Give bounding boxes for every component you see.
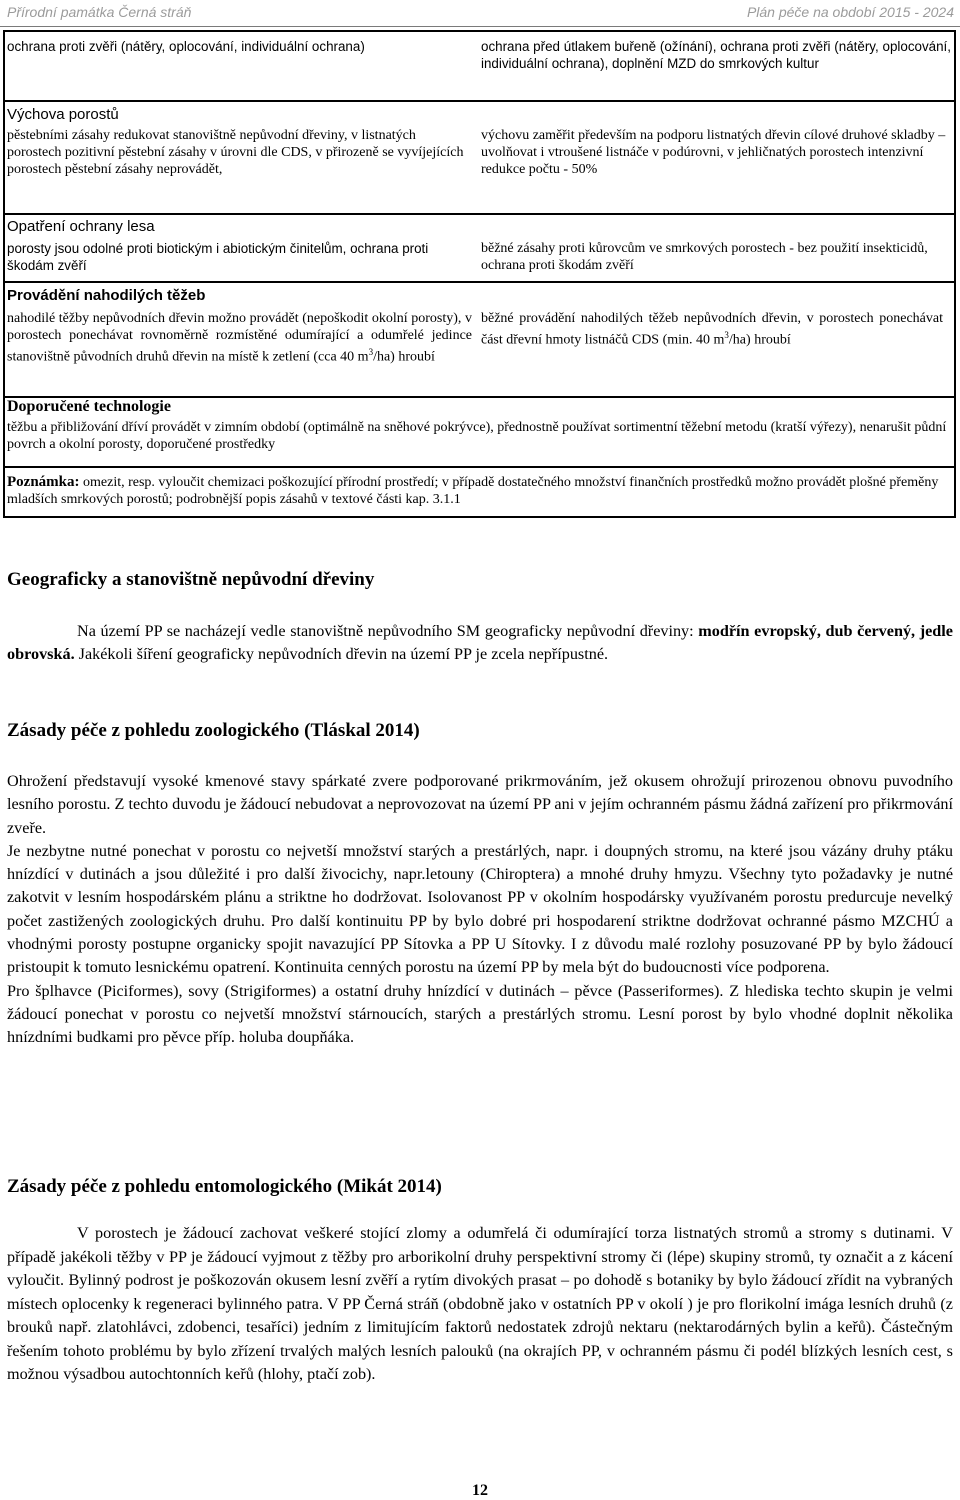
zoo-paragraph-2: Je nezbytne nutné ponechat v porostu co nejvetší množství starých a prestárlých, napr. i doupných stromu, na které jsou vázány druhy ptáku hnízdící v dutinách a jsou důležité i pro další živocichy, napr.letouny (Chiroptera) a mnohé druhy hmyzu. Všechny tyto požadavky je nutné zakotvit v lesním hospodárském plánu a striktne ho dodržovat. Isolovanost PP v okolním hospodársky využívaném porostu predurcuje nevelký počet zastižených zoologických druhu. Pro další kontinuitu PP by bylo dobré pri hospodarení striktne dodržovat ochranné pásmo MZCHÚ a vhodnými porosty postupne organicky spojit navazující PP Sítovka a PP U Sítovky. I z důvodu malé rozlohy posuzované PP by bylo žádoucí pristoupit k tomuto lesnickému opatrení. Kontinuita cenných porostu na území PP by mela být do budoucnosti více podporena. bbox=[7, 841, 953, 977]
table-divider bbox=[3, 281, 956, 283]
heading-entomological: Zásady péče z pohledu entomologického (Mikát 2014) bbox=[7, 1176, 442, 1197]
vychova-right-text: výchovu zaměřit především na podporu listnatých dřevin cílové druhové skladby – uvolňovat i vtroušené listnáče v podúrovni, v jehličnatých porostech intenzivní redukce počtu - 50% bbox=[481, 128, 946, 177]
note-text: Poznámka: omezit, resp. vyloučit chemizaci poškozující přírodní prostředí; v případě dostatečného množství finančních prostředků možno provádět plošné přeměny mladších smrkových porostů; podrobnější popis zásahů v textové části kap. 3.1.1 bbox=[7, 474, 939, 507]
heading-geographic: Geograficky a stanovištně nepůvodní dřeviny bbox=[7, 569, 375, 590]
technologie-text: těžbu a přibližování dříví provádět v zimním období (optimálně na sněhové pokrývce), přednostně používat sortimentní těžební metodu (kratší výřezy), nenarušit půdní povrch a okolní porosty, doporučené prostředky bbox=[7, 420, 947, 452]
zoo-paragraph-3: Pro šplhavce (Piciformes), sovy (Strigiformes) a ostatní druhy hnízdící v dutinách – pěvce (Passeriformes). Z hlediska techto skupin je velmi žádoucí ponechat v porostu co nejvetší množství stárnoucích, starých a prestárlých stromu. Lesní porost by bylo vhodné doplnit několika hnízdními budkami pro pěvce příp. holuba doupňáka. bbox=[7, 981, 953, 1047]
section-heading-opatreni: Opatření ochrany lesa bbox=[7, 218, 155, 235]
nahodile-left-text: nahodilé těžby nepůvodních dřevin možno provádět (nepoškodit okolní porosty), v porostech ponechávat rovnoměrně rozmístěné odumírající a odumřelé jedince stanovištně původních druhů dřevin na místě k zetlení (cca 40 $m^3/ha$) hroubí bbox=[7, 311, 472, 365]
heading-zoological: Zásady péče z pohledu zoologického (Tláskal 2014) bbox=[7, 720, 420, 741]
zoological-paragraphs bbox=[7, 770, 953, 1050]
zoo-paragraph-1: Ohrožení představují vysoké kmenové stavy spárkaté zvere podporované prikrmováním, jež okusem ohrožují prirozenou obnovu puvodního lesního porostu. Z techto duvodu je žádoucí nebudovat a neprovozovat na území PP ani v jejím ochranném pásmu žádná zařízení pro přikrmování zveře. bbox=[7, 772, 953, 837]
opatreni-right-text: běžné zásahy proti kůrovcům ve smrkových porostech - bez použití insekticidů, ochrana proti škodám zvěří bbox=[481, 241, 928, 273]
opatreni-left-text: porosty jsou odolné proti biotickým i abiotickým činitelům, ochrana proti škodám zvěří bbox=[7, 241, 429, 273]
section-heading-nahodile: Provádění nahodilých těžeb bbox=[7, 287, 206, 304]
section-heading-vychova: Výchova porostů bbox=[7, 106, 119, 123]
header-rule bbox=[0, 26, 960, 27]
vychova-left-text: pěstebními zásahy redukovat stanovištně nepůvodní dřeviny, v listnatých porostech pozitivní pěstební zásahy v úrovni dle CDS, v přirozeně se vyvíjejících porostech pěstební zásahy neprovádět, bbox=[7, 128, 464, 177]
nahodile-right-text: běžné provádění nahodilých těžeb nepůvodních dřevin, v porostech ponechávat část dřevní hmoty listnáčů CDS (min. 40 $m^3/ha$) hroubí bbox=[481, 311, 943, 348]
row1-right-text: ochrana před útlakem buřeně (ožínání), ochrana proti zvěři (nátěry, oplocování, individuální ochrana), doplnění MZD do smrkových kultur bbox=[481, 39, 951, 71]
section-heading-technologie: Doporučené technologie bbox=[7, 398, 171, 415]
row1-left-text: ochrana proti zvěři (nátěry, oplocování, individuální ochrana) bbox=[7, 39, 365, 54]
table-divider bbox=[3, 100, 956, 102]
geographic-paragraph: Na území PP se nacházejí vedle stanovištně nepůvodního SM geograficky nepůvodní dřeviny: modřín evropský, dub červený, jedle obrovská. Jakékoli šíření geograficky nepůvodních dřevin na území PP je zcela nepřípustné. bbox=[7, 622, 953, 664]
header-plan-period: Plán péče na období 2015 - 2024 bbox=[746, 4, 954, 20]
header-title: Přírodní památka Černá stráň bbox=[7, 4, 192, 20]
note-label: Poznámka: bbox=[7, 474, 80, 490]
entomological-paragraph: V porostech je žádoucí zachovat veškeré stojící zlomy a odumřelá či odumírající torza listnatých stromů a stromy s dutinami. V případě jakékoli těžby v PP je žádoucí vyjmout z těžby pro arborikolní druhy perspektivní stromy či (lépe) skupiny stromů, ty označit a z kácení vyloučit. Bylinný podrost je poškozován okusem lesní zvěří a rytím divokých prasat – po dohodě s botaniky by bylo žádoucí zřídit na vybraných místech oplocenky k regeneraci bylinného patra. V PP Černá stráň (obdobně jako v ostatních PP v okolí ) je pro florikolní imága lesních druhů (z brouků např. zlatohlávci, zdobenci, tesaříci) jedním z limitujícím faktorů nedostatek zdrojů nektaru (nektarodárných bylin a keřů). Částečným řešením tohoto problému by bylo zřízení trvalých malých lesních palouků (na okrajích PP, v ochranném pásmu či podél blízkých lesních cest, s možnou výsadbou autochtonních keřů (hlohy, ptačí zob). bbox=[7, 1224, 953, 1383]
page-number: 12 bbox=[472, 1482, 488, 1499]
table-divider bbox=[3, 466, 956, 468]
table-divider bbox=[3, 213, 956, 215]
